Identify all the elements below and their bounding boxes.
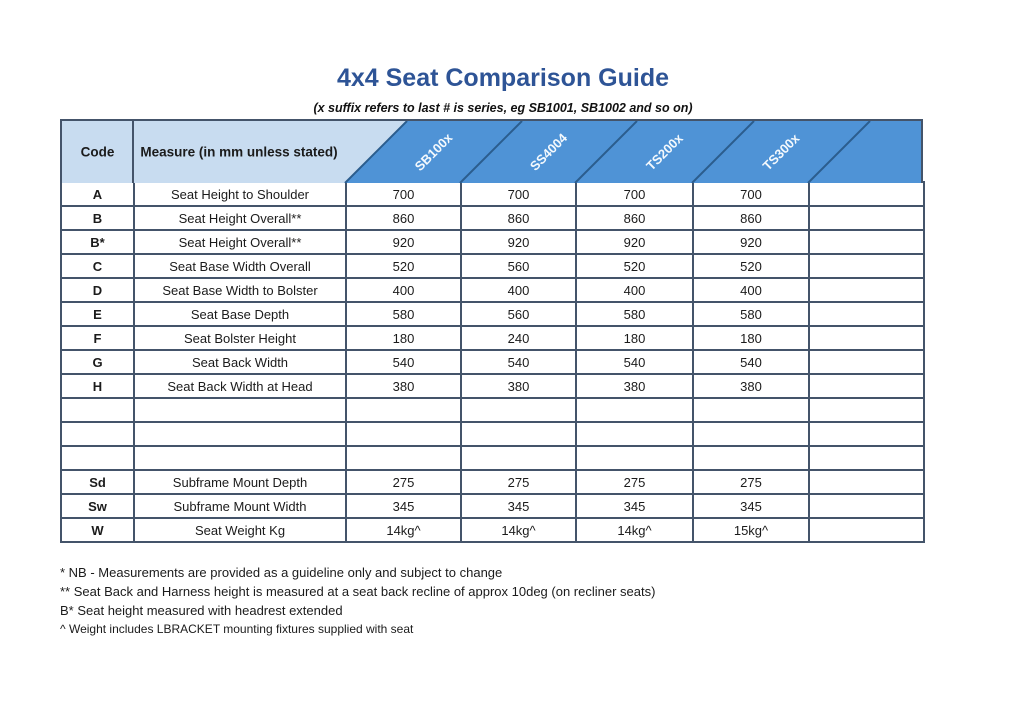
value-cell: [346, 446, 461, 470]
value-cell: [346, 398, 461, 422]
code-cell: A: [61, 182, 134, 206]
value-cell: 400: [693, 278, 809, 302]
value-cell: [693, 398, 809, 422]
value-cell: 520: [346, 254, 461, 278]
value-cell: 580: [576, 302, 693, 326]
value-cell: 240: [461, 326, 576, 350]
column-header-ss4004: SS4004: [526, 130, 571, 174]
value-cell: 700: [576, 182, 693, 206]
measure-cell: Seat Height Overall**: [134, 206, 346, 230]
value-cell: 180: [693, 326, 809, 350]
value-cell: 180: [346, 326, 461, 350]
code-cell: Sd: [61, 470, 134, 494]
value-cell: 920: [693, 230, 809, 254]
table-row: [61, 206, 924, 230]
table-row: [61, 518, 924, 542]
value-cell: [809, 446, 924, 470]
value-cell: [809, 278, 924, 302]
value-cell: [809, 494, 924, 518]
code-column-header: Code: [80, 144, 115, 160]
measure-cell: Seat Height to Shoulder: [134, 182, 346, 206]
code-cell: D: [61, 278, 134, 302]
measure-cell: Seat Base Width to Bolster: [134, 278, 346, 302]
value-cell: 860: [346, 206, 461, 230]
measure-cell: Seat Back Width at Head: [134, 374, 346, 398]
value-cell: [693, 446, 809, 470]
column-header-sb100x: SB100x: [411, 130, 456, 174]
measure-cell: Seat Height Overall**: [134, 230, 346, 254]
value-cell: [809, 254, 924, 278]
value-cell: [809, 398, 924, 422]
table-header: [60, 119, 923, 181]
measure-cell: Seat Weight Kg: [134, 518, 346, 542]
code-cell: B: [61, 206, 134, 230]
value-cell: 920: [576, 230, 693, 254]
value-cell: [461, 446, 576, 470]
value-cell: 14kg^: [461, 518, 576, 542]
value-cell: 560: [461, 302, 576, 326]
value-cell: [576, 398, 693, 422]
value-cell: 275: [576, 470, 693, 494]
code-cell: C: [61, 254, 134, 278]
column-header-ts300x: TS300x: [759, 130, 803, 174]
code-cell: [61, 398, 134, 422]
footnote-weight: ^ Weight includes LBRACKET mounting fixtures supplied with seat: [60, 622, 414, 636]
code-cell: Sw: [61, 494, 134, 518]
footnote-guideline: * NB - Measurements are provided as a guideline only and subject to change: [60, 565, 503, 580]
value-cell: 700: [346, 182, 461, 206]
footnotes: [60, 563, 1024, 638]
measure-cell: [134, 398, 346, 422]
value-cell: 860: [693, 206, 809, 230]
table-row: [61, 350, 924, 374]
code-cell: H: [61, 374, 134, 398]
table-row: [61, 182, 924, 206]
value-cell: 540: [693, 350, 809, 374]
value-cell: 380: [461, 374, 576, 398]
value-cell: [346, 422, 461, 446]
value-cell: 400: [576, 278, 693, 302]
value-cell: 14kg^: [576, 518, 693, 542]
value-cell: 560: [461, 254, 576, 278]
page-title: 4x4 Seat Comparison Guide: [336, 64, 670, 92]
value-cell: 580: [693, 302, 809, 326]
value-cell: [809, 302, 924, 326]
value-cell: 700: [693, 182, 809, 206]
measurement-table: [60, 181, 925, 543]
value-cell: 380: [346, 374, 461, 398]
value-cell: 400: [346, 278, 461, 302]
page-subtitle: (x suffix refers to last # is series, eg SB1001, SB1002 and so on): [313, 101, 693, 115]
table-row: [61, 254, 924, 278]
measure-cell: [134, 446, 346, 470]
value-cell: [461, 398, 576, 422]
value-cell: 700: [461, 182, 576, 206]
value-cell: [461, 422, 576, 446]
footnote-headrest: B* Seat height measured with headrest extended: [60, 603, 343, 618]
code-cell: G: [61, 350, 134, 374]
value-cell: 275: [693, 470, 809, 494]
title-block: [0, 62, 1006, 115]
value-cell: 920: [461, 230, 576, 254]
value-cell: 380: [693, 374, 809, 398]
value-cell: [809, 350, 924, 374]
measure-cell: Seat Base Width Overall: [134, 254, 346, 278]
code-cell: W: [61, 518, 134, 542]
table-row: [61, 230, 924, 254]
table-row: [61, 374, 924, 398]
measure-cell: Subframe Mount Depth: [134, 470, 346, 494]
value-cell: 920: [346, 230, 461, 254]
value-cell: 540: [461, 350, 576, 374]
value-cell: 540: [346, 350, 461, 374]
code-cell: E: [61, 302, 134, 326]
measure-cell: Seat Base Depth: [134, 302, 346, 326]
code-cell: B*: [61, 230, 134, 254]
table-row: [61, 446, 924, 470]
table-row: [61, 278, 924, 302]
value-cell: [809, 230, 924, 254]
table-row: [61, 302, 924, 326]
table-row: [61, 494, 924, 518]
value-cell: 15kg^: [693, 518, 809, 542]
measure-column-header: Measure (in mm unless stated): [140, 144, 338, 160]
value-cell: 345: [346, 494, 461, 518]
table-row: [61, 398, 924, 422]
value-cell: [693, 422, 809, 446]
column-header-ts200x: TS200x: [643, 130, 686, 174]
value-cell: 580: [346, 302, 461, 326]
value-cell: 345: [693, 494, 809, 518]
value-cell: 14kg^: [346, 518, 461, 542]
code-cell: [61, 446, 134, 470]
value-cell: [809, 422, 924, 446]
measure-cell: Seat Back Width: [134, 350, 346, 374]
value-cell: 520: [693, 254, 809, 278]
measure-cell: [134, 422, 346, 446]
value-cell: [809, 206, 924, 230]
value-cell: 520: [576, 254, 693, 278]
value-cell: 540: [576, 350, 693, 374]
value-cell: [809, 182, 924, 206]
table-row: [61, 470, 924, 494]
value-cell: [809, 470, 924, 494]
value-cell: 275: [346, 470, 461, 494]
value-cell: 860: [461, 206, 576, 230]
value-cell: [576, 422, 693, 446]
code-cell: F: [61, 326, 134, 350]
value-cell: [809, 374, 924, 398]
value-cell: 345: [461, 494, 576, 518]
value-cell: 180: [576, 326, 693, 350]
measure-cell: Subframe Mount Width: [134, 494, 346, 518]
value-cell: [809, 326, 924, 350]
measure-cell: Seat Bolster Height: [134, 326, 346, 350]
table-row: [61, 422, 924, 446]
table-header-graphic: [62, 121, 921, 183]
value-cell: 400: [461, 278, 576, 302]
value-cell: [576, 446, 693, 470]
comparison-table: [60, 119, 923, 543]
value-cell: 275: [461, 470, 576, 494]
table-body: [61, 182, 924, 542]
value-cell: [809, 518, 924, 542]
value-cell: 380: [576, 374, 693, 398]
table-row: [61, 326, 924, 350]
footnote-recline: ** Seat Back and Harness height is measured at a seat back recline of approx 10deg (on recliner seats): [60, 584, 656, 599]
value-cell: 860: [576, 206, 693, 230]
code-cell: [61, 422, 134, 446]
value-cell: 345: [576, 494, 693, 518]
